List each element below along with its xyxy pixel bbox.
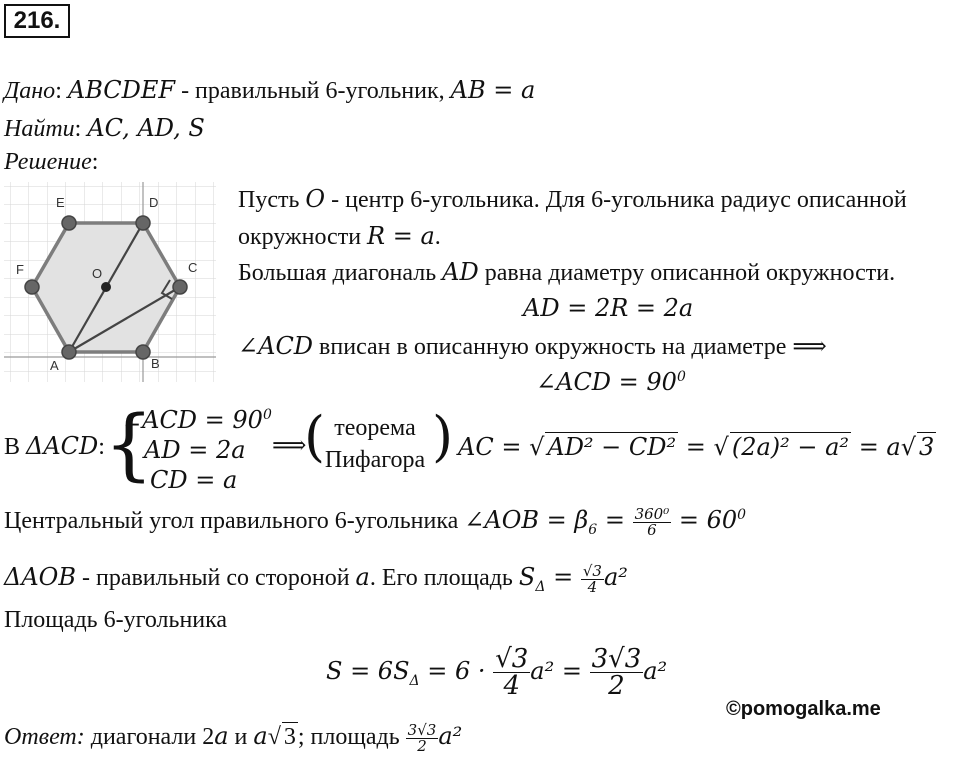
ac-result: AC = √ AD² − CD² = √ (2a)² − a² = a√ 3 [458,433,935,461]
solution-line: Решение: [4,149,99,175]
left-paren: ( [304,405,326,468]
label-d: D [149,195,159,210]
given-label: Дано [4,78,56,104]
answer-line: Ответ: диагонали 2a и a√ 3; площадь $\frac{3√3}{2}$ a² [4,720,463,755]
find-expr: AC, AD, S [87,114,205,142]
point-a [62,345,76,359]
para2-line: Большая диагональ AD равна диаметру описанной окружности. [238,258,896,286]
point-o [101,282,111,292]
find-line: Найти: AC, AD, S [4,114,205,142]
final-formula: $S = 6S_\Delta = 6$ · $\frac{√3}{4}$ a² = $\frac{3√3}{2}$ a² [326,644,668,701]
label-a: A [50,358,59,373]
point-f [25,280,39,294]
triangle-prefix: В ΔACD: [4,432,105,460]
problem-number: 216. [4,4,70,38]
label-e: E [56,195,65,210]
hex-area-label: Площадь 6-угольника [4,607,228,633]
hexagon-figure [4,182,216,382]
label-b: B [151,356,160,371]
point-d [136,216,150,230]
system-eq2: AD = 2a [144,436,246,464]
watermark: ©pomogalka.me [726,698,881,720]
theorem-line1: теорема [334,415,416,441]
para2-formula: AD = 2R = 2a [523,294,694,322]
given-line: Дано: ABCDEF - правильный 6-угольник, AB = a [4,76,536,104]
implies-arrow: ⟹ [272,433,307,459]
para1-line2: окружности R = a. [238,222,441,250]
point-c [173,280,187,294]
system-brace: { [104,400,154,490]
find-label: Найти [4,116,75,142]
right-paren: ) [432,405,454,468]
final-fraction-1: $\frac{√3}{4}$ [495,644,529,701]
given-figure: ABCDEF [67,76,176,104]
system-eq1: ∠ACD = $90^0$ [122,406,272,434]
point-e [62,216,76,230]
given-expr: AB = a [450,76,536,104]
label-f: F [16,262,24,277]
point-b [136,345,150,359]
solution-label: Решение [4,149,92,175]
para3-line: ∠ACD вписан в описанную окружность на диаметре ⟹ [238,332,827,360]
label-c: C [188,260,198,275]
system-eq3: CD = a [150,466,238,494]
para1-line1: Пусть O - центр 6-угольника. Для 6-угольника радиус описанной [238,185,907,213]
answer-label: Ответ: [4,724,85,750]
theorem-line2: Пифагора [324,447,426,473]
para3-formula: ∠ACD = $90^0$ [536,368,686,396]
central-fraction: $\frac{\text{360⁰}}{6}$ [634,504,670,539]
aob-line: ΔAOB - правильный со стороной a. Его площадь $S_\Delta$ = $\frac{√3}{4}$ a² [4,561,628,596]
label-o: O [92,266,103,281]
central-angle-line: Центральный угол правильного 6-угольника ∠AOB = $\beta_6$ = $\frac{\text{360⁰}}{6}$ = $60^0$ [4,504,747,539]
aob-fraction: $\frac{√3}{4}$ [582,561,602,596]
answer-fraction: $\frac{3√3}{2}$ [407,720,437,755]
given-text: - правильный 6-угольник, [175,78,451,104]
final-fraction-2: $\frac{3√3}{2}$ [591,644,642,701]
